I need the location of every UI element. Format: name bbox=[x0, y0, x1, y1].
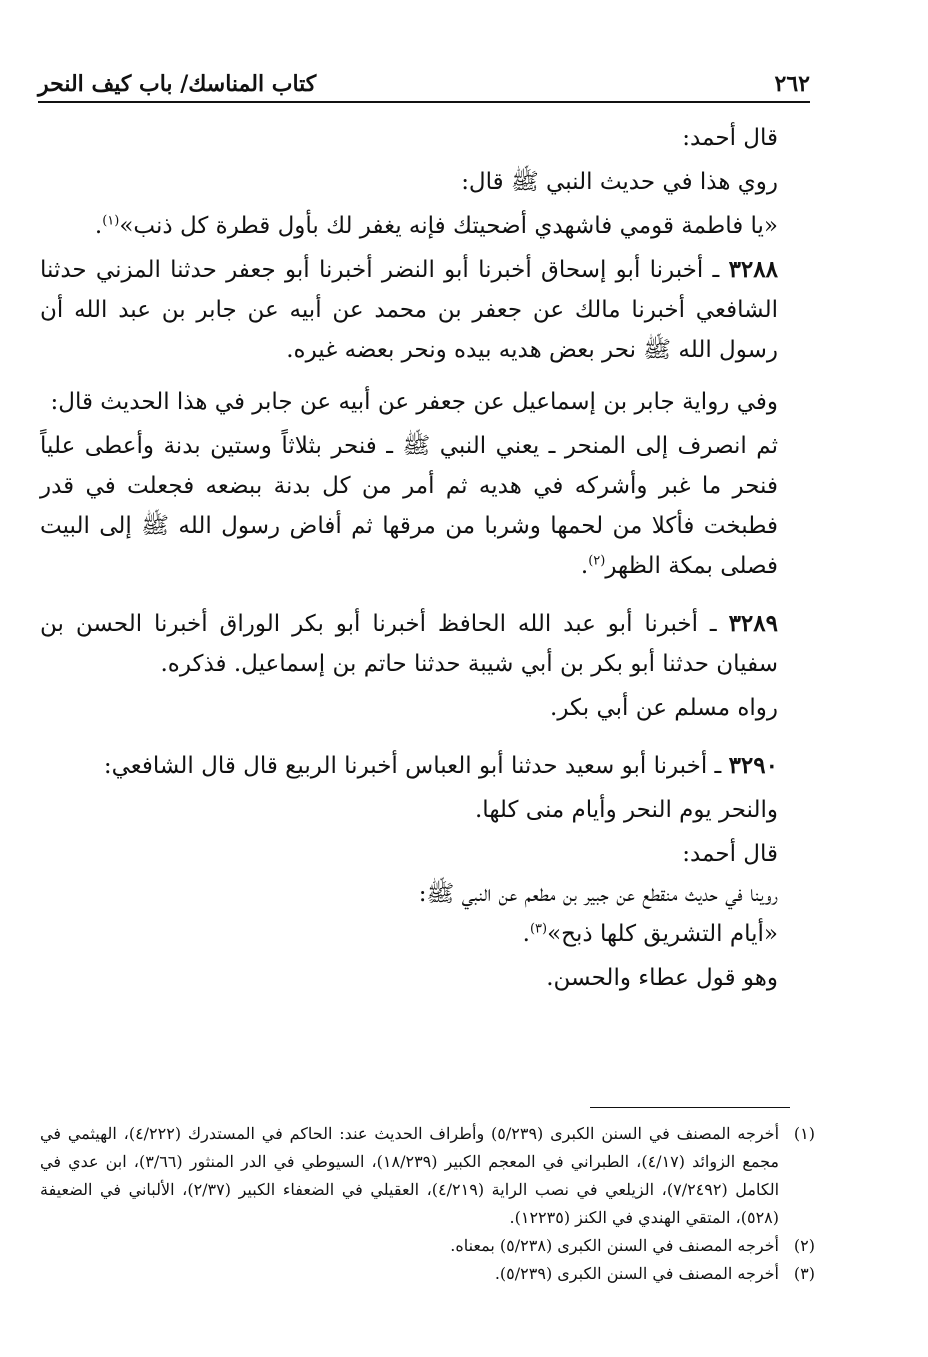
quote-text: «يا فاطمة قومي فاشهدي أضحيتك فإنه يغفر لك بأول قطرة كل ذنب» bbox=[119, 213, 778, 239]
footnote-text: أخرجه المصنف في السنن الكبرى (٥/٢٣٩). bbox=[494, 1264, 779, 1283]
hadith-text: ـ أخبرنا أبو سعيد حدثنا أبو العباس أخبرنا الربيع قال قال الشافعي: bbox=[103, 753, 722, 779]
text-paragraph: وهو قول عطاء والحسن. bbox=[546, 965, 778, 991]
footnote-ref: (٣) bbox=[529, 921, 548, 937]
footnotes bbox=[40, 1120, 815, 1288]
narration-text: ثم انصرف إلى المنحر ـ يعني النبي ﷺ ـ فنحر بثلاثاً وستين بدنة وأعطى علياً فنحر ما غبر وأشركه في هديه ثم أمر من كل بدنة ببضعه فجعلت في قدر فطبخت فأكلا من لحمها وشربا من مرقها ثم أفاض رسول الله ﷺ إلى البيت فصلى بمكة الظهر bbox=[40, 433, 778, 579]
text-paragraph: روي هذا في حديث النبي ﷺ قال: bbox=[461, 169, 778, 195]
footnote-mark: (٣) bbox=[793, 1264, 815, 1283]
footnote-ref: (٢) bbox=[588, 553, 606, 569]
text-paragraph: وفي رواية جابر بن إسماعيل عن جعفر عن أبيه عن جابر في هذا الحديث قال: bbox=[50, 389, 778, 415]
footnote-text: أخرجه المصنف في السنن الكبرى (٥/٢٣٨) بمعناه. bbox=[450, 1236, 779, 1255]
hadith-3288 bbox=[40, 250, 790, 370]
hadith-text: ـ أخبرنا أبو عبد الله الحافظ أخبرنا أبو بكر الوراق أخبرنا الحسن بن سفيان حدثنا أبو بكر بن أبي شيبة حدثنا حاتم بن إسماعيل. فذكره. bbox=[40, 611, 778, 677]
footnote-ref: (١) bbox=[102, 213, 120, 229]
hadith-quote bbox=[40, 206, 790, 246]
hadith-number: ٣٢٨٩ bbox=[728, 610, 778, 637]
main-text bbox=[40, 118, 790, 998]
footnote-text: أخرجه المصنف في السنن الكبرى (٥/٢٣٩) وأطراف الحديث عند: الحاكم في المستدرك (٤/٢٢٢)، الهيثمي في مجمع الزوائد (٤/١٧)، الطبراني في المعجم الكبير (١٨/٢٣٩)، السيوطي في الدر المنثور (٣/٦٦)، ابن عدي في الكامل (٧/٢٤٩٢)، الزيلعي في نصب الراية (٤/٢١٩)، العقيلي في الضعفاء الكبير (٢/٣٧)، الألباني في الضعيفة (٥٢٨)، المتقي الهندي في الكنز (١٢٢٣٥). bbox=[40, 1124, 780, 1227]
hadith-text: ـ أخبرنا أبو إسحاق أخبرنا أبو النضر أخبرنا أبو جعفر حدثنا المزني حدثنا الشافعي أخبرنا مالك عن جعفر بن محمد عن أبيه عن جابر بن عبد الله أن رسول الله ﷺ نحر بعض هديه بيده ونحر بعضه غيره. bbox=[40, 257, 778, 363]
quote-end: . bbox=[522, 921, 530, 947]
text-paragraph: قال أحمد: bbox=[682, 841, 778, 867]
header-rule bbox=[38, 101, 810, 103]
text-paragraph: قال أحمد: bbox=[682, 125, 778, 151]
footnote-item bbox=[40, 1120, 815, 1232]
footnote-item bbox=[40, 1260, 815, 1288]
narration-end: . bbox=[580, 553, 589, 579]
hadith-number: ٣٢٨٨ bbox=[728, 256, 778, 283]
footnote-mark: (٢) bbox=[793, 1236, 815, 1255]
page-number: ٢٦٢ bbox=[774, 71, 810, 97]
hadith-3289 bbox=[40, 604, 790, 684]
text-paragraph: رواه مسلم عن أبي بكر. bbox=[550, 695, 778, 721]
text-paragraph: والنحر يوم النحر وأيام منى كلها. bbox=[475, 797, 778, 823]
page-header bbox=[38, 58, 810, 98]
footnote-rule bbox=[590, 1107, 790, 1108]
text-paragraph bbox=[40, 426, 790, 586]
text-paragraph: روينا في حديث منقطع عن جبير بن مطعم عن النبي ﷺ: bbox=[418, 881, 778, 907]
footnote-item bbox=[40, 1232, 815, 1260]
hadith-quote bbox=[40, 914, 790, 954]
hadith-3290 bbox=[40, 746, 790, 786]
footnote-mark: (١) bbox=[793, 1124, 815, 1143]
running-title: كتاب المناسك/ باب كيف النحر bbox=[38, 71, 317, 97]
quote-end: . bbox=[94, 213, 103, 239]
quote-text: «أيام التشريق كلها ذبح» bbox=[547, 921, 778, 947]
hadith-number: ٣٢٩٠ bbox=[728, 752, 778, 779]
